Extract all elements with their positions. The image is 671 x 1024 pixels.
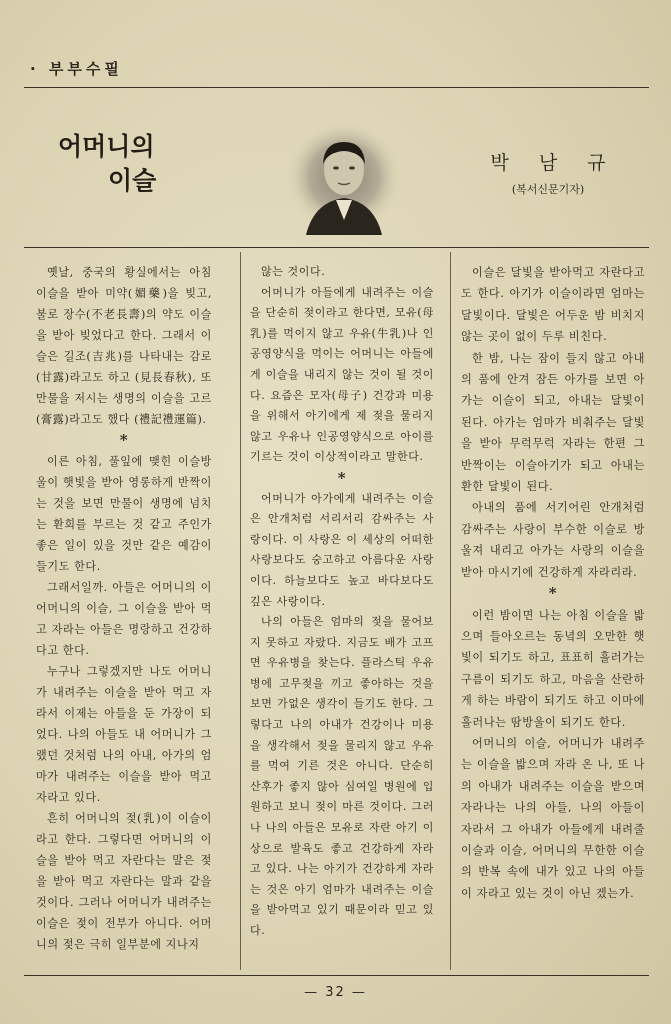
paragraph: 옛날, 중국의 황실에서는 아침 이슬을 받아 미약(媚藥)을 빚고, 불로 장수(不老長壽)의 약도 이슬을 받아 빚었다고 한다. 그래서 이슬은 길조(吉兆)를 나타내는 감로(甘露)라고도 하고 (見長春秋), 또 만물을 저시는 생명의 이슬을 고르(膏露)라고도 했다 (禮記禮運篇). [36,266,212,426]
section-label: · 부부수필 [30,60,123,78]
text-column-1 [36,262,212,955]
title-line-2: 이슬 [108,166,157,195]
footer-divider [24,975,649,976]
paragraph: 흔히 어머니의 젖(乳)이 이슬이라고 한다. 그렇다면 어머니의 이슬을 받아 먹고 자란다는 말은 젖을 받아 먹고 자란다는 말과 같을 것이다. 그러나 어머니가 내려주는 이슬은 젖이 전부가 아니다. 어머니의 젖은 극히 일부분에 지나지 [36,812,212,951]
paragraph: 그래서일까. 아들은 어머니의 이 어머니의 이슬, 그 이슬을 받아 먹고 자라는 아들은 명랑하고 건강하다고 한다. [36,581,212,657]
section-separator: * [337,468,347,487]
paragraph: 이른 아침, 풀잎에 맺힌 이슬방울이 햇빛을 받아 영롱하게 반짝이는 것을 보면 만물이 생명에 넘치는 환희를 부르는 것 같고 주인가 좋은 일이 있을 것만 같은 예감이 들기도 한다. [36,455,212,573]
paragraph: 않는 것이다. [261,265,326,278]
author-name: 박 남 규 [490,152,618,174]
title-line-1: 어머니의 [58,132,155,161]
paragraph: 이슬은 달빛을 받아먹고 자란다고도 한다. 아기가 이슬이라면 엄마는 달빛이다. 달빛은 어두운 밤 비치지 않는 곳이 없이 두루 비친다. [461,266,645,344]
paragraph: 어머니의 이슬, 어머니가 내려주는 이슬을 밟으며 자라 온 나, 또 나의 아내가 내려주는 이슬을 받으며 자라나는 나의 아들, 나의 아들이 자라서 그 아내가 아들에게 내려줄 이슬과 이슬, 어머니의 무한한 이슬의 반복 속에 내가 있고 나의 아들이 자라고 있는 것이 아닌 겠는가. [461,736,645,900]
paragraph: 아내의 품에 서기어린 안개처럼 감싸주는 사랑이 부수한 이슬로 방울져 내리고 아가는 사랑의 이슬을 받아 마시기에 건강하게 자라리라. [461,501,645,579]
paragraph: 나의 아들은 엄마의 젖을 물어보지 못하고 자랐다. 지금도 배가 고프면 우유병을 찾는다. 플라스틱 우유병에 고무젖을 끼고 좋아하는 것을 보면 가없은 생각이 들기도 한다. 그렇다고 나의 아내가 건강이나 미용을 생각해서 젖을 물리지 않고 우유를 먹여 기른 것은 아니다. 단순히 산후가 좋지 않아 심여일 병원에 입원하고 보니 젖이 마른 것이다. 그러나 나의 아들은 모유로 자란 아기 이상으로 발육도 좋고 건강하게 자라고 있다. 나는 아기가 건강하게 자라는 것은 아기 엄마가 내려주는 이슬을 받아먹고 있기 때문이라 믿고 있다. [250,615,434,937]
paragraph: 어머니가 아들에게 내려주는 이슬을 단순히 젖이라고 한다면, 모유(母乳)를 먹이지 않고 우유(牛乳)나 인공영양식을 먹이는 어머니는 아들에게 이슬을 내리지 않는 것이 될 것이다. 요즘은 모자(母子) 건강과 미용을 위해서 아기에게 제 젖을 물리지 않고 우유나 인공영양식으로 아이를 기르는 것이 이상적이라고 말한다. [250,285,434,464]
paragraph: 어머니가 아가에게 내려주는 이슬은 안개처럼 서리서리 감싸주는 사랑이다. 이 사랑은 이 세상의 어떠한 사랑보다도 숭고하고 아름다운 사랑이다. 하늘보다도 높고 바다보다도 깊은 사랑이다. [250,491,434,608]
section-separator: * [119,431,129,449]
header-divider [24,87,649,88]
text-column-3 [461,262,645,904]
portrait-eye-right [349,166,355,169]
article-title [58,130,156,198]
paragraph: 누구나 그렇겠지만 나도 어머니가 내려주는 이슬을 받아 먹고 자라서 이제는 아들을 둔 가장이 되었다. 나의 아들도 내 어머니가 그랬던 것처럼 나의 아내, 아가의 엄마가 내려주는 이슬을 받아 먹고 자라고 있다. [36,665,212,804]
paragraph: 이런 밤이면 나는 아침 이슬을 밟으며 들아오르는 동녘의 오만한 햇빛이 되기도 하고, 표표히 흘러가는 구름이 되기도 하고, 마음을 산란하게 하는 바람이 되기도 하고 이마에 흘러나는 땀방울이 되기도 한다. [461,608,645,729]
paragraph: 한 밤, 나는 잠이 들지 않고 아내의 품에 안겨 잠든 아가를 보면 아가는 이슬이 되고, 아내는 달빛이 된다. 아가는 엄마가 비춰주는 달빛을 받아 무럭무럭 자라는 한편 그 반짝이는 이슬아기가 되고 아내는 환한 달빛이 된다. [461,351,645,494]
title-divider [24,247,649,248]
author-portrait [284,120,404,235]
portrait-eye-left [333,166,339,169]
column-divider-2 [450,252,451,970]
author-affiliation: (복서신문기자) [511,183,585,196]
text-column-2 [250,262,434,942]
column-divider-1 [240,252,241,970]
author-block [478,148,618,197]
section-separator: * [548,584,558,603]
page-number: — 32 — [304,985,367,1000]
